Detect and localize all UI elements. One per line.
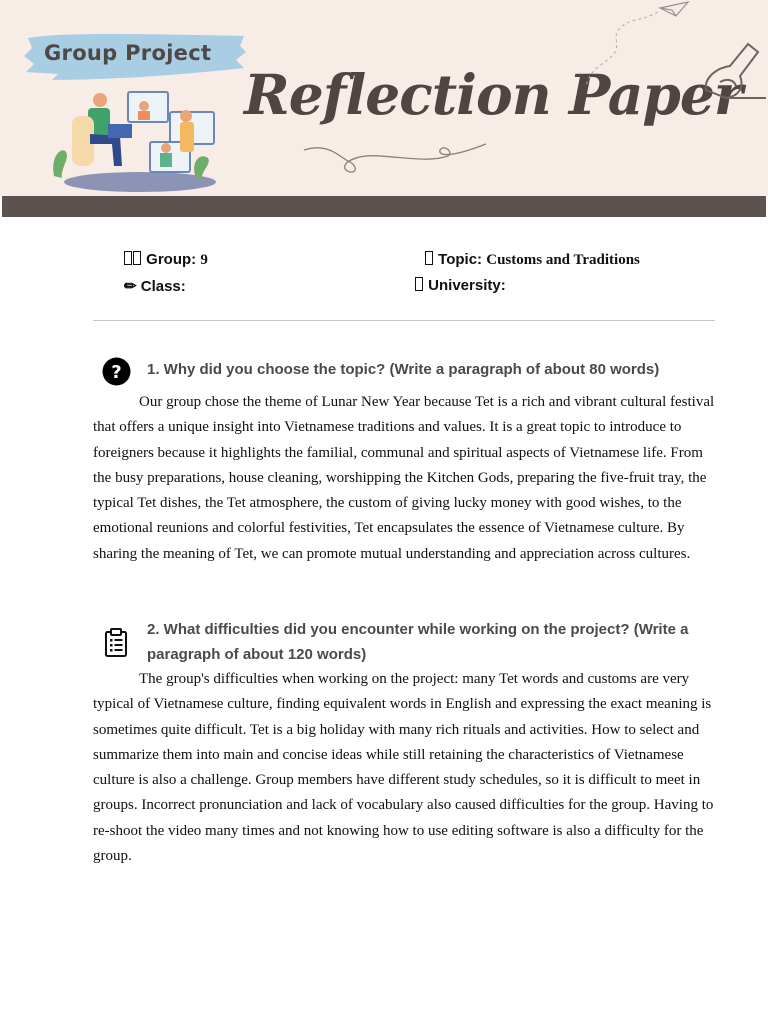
university-label: University: [428, 277, 506, 294]
university-field [415, 277, 506, 295]
section-divider [93, 320, 715, 321]
clipboard-icon [104, 628, 128, 658]
page-title: Reflection Paper [244, 62, 742, 127]
topic-value: Customs and Traditions [486, 252, 640, 268]
topic-field [425, 251, 640, 269]
svg-text:?: ? [111, 362, 122, 383]
group-value: 9 [200, 252, 208, 268]
header-banner [0, 0, 768, 196]
group-label: Group: [146, 251, 197, 268]
class-field [124, 277, 186, 296]
class-label: Class: [140, 278, 186, 295]
question-2-title-line-1: 2. What difficulties did you encounter while working on the project? (Write a [147, 621, 689, 638]
question-2-title-line-2: paragraph of about 120 words) [147, 646, 367, 663]
header-divider-bar [2, 196, 766, 217]
university-icon [415, 277, 424, 292]
paper-plane-icon [580, 0, 700, 90]
group-project-badge: Group Project [44, 41, 212, 65]
answer-1-paragraph: Our group chose the theme of Lunar New Year because Tet is a rich and vibrant cultural festival that offers a unique insight into Vietnamese traditions and values. It is a great topic to introduce to foreigners because it highlights the familial, communal and spiritual aspects of Vietnamese life. From the busy preparations, house cleaning, worshipping the Kitchen Gods, preparing the five-fruit tray, the typical Tet dishes, the Tet atmosphere, the custom of giving lucky money with good wishes, to the emotional reunions and colorful festivities, Tet encapsulates the essence of Vietnamese culture. By sharing the meaning of Tet, we can promote mutual understanding and appreciation across cultures. [93, 394, 715, 562]
question-circle-icon [102, 357, 131, 386]
team-illustration [40, 86, 240, 196]
pencil-icon: ✏ [124, 278, 137, 295]
question-2-title [147, 617, 747, 667]
question-1-title: 1. Why did you choose the topic? (Write a paragraph of about 80 words) [147, 361, 660, 378]
group-field [124, 251, 208, 269]
topic-icon [425, 251, 434, 266]
squiggle-decoration [300, 138, 490, 178]
group-icon [124, 251, 142, 266]
topic-label: Topic: [438, 251, 483, 268]
answer-2-paragraph: The group's difficulties when working on the project: many Tet words and customs are very typical of Vietnamese culture, finding equivalent words in English and expressing the exact meaning is sometimes quite difficult. Tet is a big holiday with many rich rituals and activities. How to select and summarize them into main and concise ideas while still retaining the characteristics of Vietnamese culture is also a challenge. Group members have different study schedules, so it is difficult to meet in groups. Incorrect pronunciation and lack of vocabulary also caused difficulties for the group. Having to re-shoot the video many times and not knowing how to use editing software is also a difficulty for the group. [93, 671, 714, 865]
hand-writing-icon [700, 38, 768, 108]
